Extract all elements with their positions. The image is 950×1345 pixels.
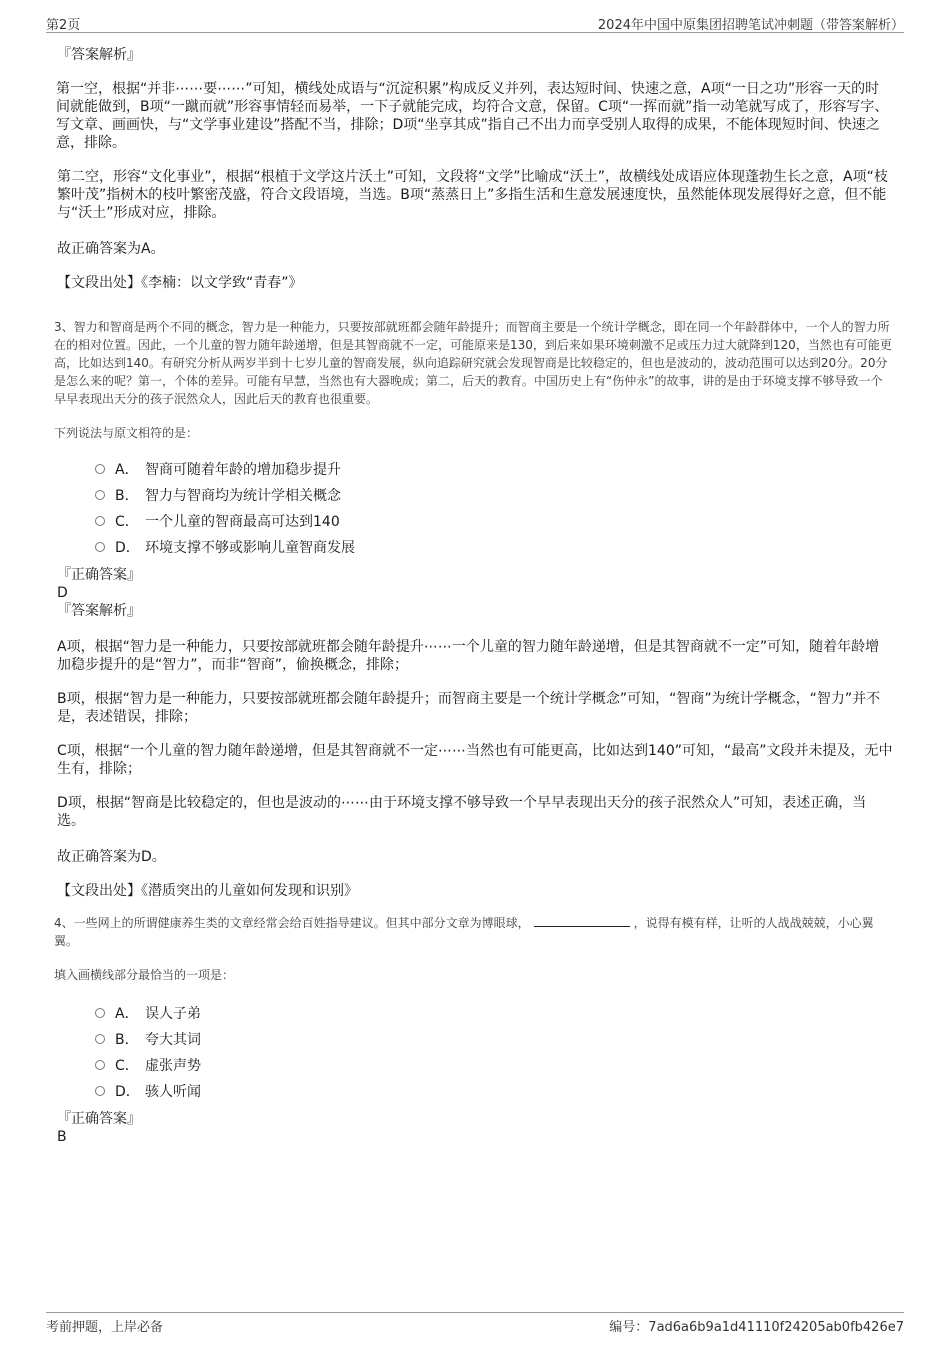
- page-header: [46, 12, 904, 33]
- option-letter: B．: [115, 488, 139, 504]
- radio-icon[interactable]: [95, 1034, 105, 1044]
- page-number: 第2页: [46, 18, 81, 33]
- analysis-item-d: D项，根据“智商是比较稳定的，但也是波动的⋯⋯由于环境支撑不够导致一个早早表现出天分的孩子泯然众人”可知，表述正确，当选。: [57, 795, 867, 829]
- passage-after-blank: ，说得有模有样，让听的人战战兢兢，小心翼翼。: [54, 916, 874, 948]
- option-b[interactable]: [95, 482, 893, 508]
- radio-icon[interactable]: [95, 1008, 105, 1018]
- option-letter: D．: [115, 1084, 140, 1100]
- option-letter: B．: [115, 1032, 139, 1048]
- fill-blank: [534, 914, 630, 927]
- option-d[interactable]: [95, 1078, 893, 1104]
- correct-answer: B: [57, 1129, 67, 1145]
- radio-icon[interactable]: [95, 542, 105, 552]
- option-letter: D．: [115, 540, 140, 556]
- option-text: 虚张声势: [145, 1058, 201, 1074]
- radio-icon[interactable]: [95, 490, 105, 500]
- document-code-label: 编号：: [609, 1320, 649, 1335]
- document-code: [609, 1316, 904, 1335]
- radio-icon[interactable]: [95, 1086, 105, 1096]
- document-title: 2024年中国中原集团招聘笔试冲刺题（带答案解析）: [597, 18, 904, 33]
- option-a[interactable]: [95, 456, 893, 482]
- option-letter: C．: [115, 1058, 139, 1074]
- answer-conclusion: 故正确答案为D。: [57, 849, 166, 865]
- option-letter: A．: [115, 462, 139, 478]
- option-a[interactable]: [95, 1000, 893, 1026]
- option-letter: C．: [115, 514, 139, 530]
- option-text: 智商可随着年龄的增加稳步提升: [145, 462, 341, 478]
- analysis-paragraph-1: 第一空，根据“并非⋯⋯要⋯⋯”可知，横线处成语与“沉淀积累”构成反义并列，表达短时间、快速之意，A项“一日之功”形容一天的时间就能做到，B项“一蹴而就”形容事情轻而易举，一下子就能完成，均符合文意，保留。C项“一挥而就”指一动笔就写成了，形容写字、写文章、画画快，与“文学事业建设”搭配不当，排除；D项“坐享其成”指自己不出力而享受别人取得的成果，不能体现短时间、快速之意，排除。: [56, 81, 889, 151]
- footer-slogan: 考前押题，上岸必备: [46, 1320, 164, 1335]
- radio-icon[interactable]: [95, 1060, 105, 1070]
- option-text: 一个儿童的智商最高可达到140: [145, 514, 340, 530]
- option-text: 夸大其词: [145, 1032, 201, 1048]
- analysis-paragraph-2: 第二空，形容“文化事业”，根据“根植于文学这片沃土”可知，文段将“文学”比喻成“沃土”，故横线处成语应体现蓬勃生长之意，A项“枝繁叶茂”指树木的枝叶繁密茂盛，符合文段语境，当选。B项“蒸蒸日上”多指生活和生意发展速度快，虽然能体现发展得好之意，但不能与“沃土”形成对应，排除。: [57, 169, 888, 221]
- question-3-options: [57, 456, 893, 560]
- source-note: 【文段出处】《潜质突出的儿童如何发现和识别》: [57, 883, 358, 899]
- option-letter: A．: [115, 1006, 139, 1022]
- option-text: 智力与智商均为统计学相关概念: [145, 488, 341, 504]
- analysis-item-c: C项，根据“一个儿童的智力随年龄递增，但是其智商就不一定⋯⋯当然也有可能更高，比如达到140”可知，“最高”文段并未提及，无中生有，排除；: [57, 743, 893, 777]
- question-4-options: [57, 1000, 893, 1104]
- answer-conclusion: 故正确答案为A。: [57, 241, 165, 257]
- option-c[interactable]: [95, 1052, 893, 1078]
- question-3-prompt: 下列说法与原文相符的是：: [54, 426, 199, 440]
- analysis-label: 『答案解析』: [57, 47, 141, 63]
- option-d[interactable]: [95, 534, 893, 560]
- page-footer: [46, 1312, 904, 1333]
- option-text: 环境支撑不够或影响儿童智商发展: [145, 540, 355, 556]
- option-b[interactable]: [95, 1026, 893, 1052]
- option-text: 误人子弟: [145, 1006, 201, 1022]
- passage-before-blank: 4、一些网上的所谓健康养生类的文章经常会给百姓指导建议。但其中部分文章为博眼球，: [54, 916, 530, 930]
- correct-answer-label: 『正确答案』: [57, 567, 141, 583]
- radio-icon[interactable]: [95, 516, 105, 526]
- analysis-label: 『答案解析』: [57, 603, 141, 619]
- analysis-item-a: A项，根据“智力是一种能力，只要按部就班都会随年龄提升⋯⋯一个儿童的智力随年龄递增，但是其智商就不一定”可知，随着年龄增加稳步提升的是“智力”，而非“智商”，偷换概念，排除；: [57, 639, 880, 673]
- question-4-passage: [54, 914, 893, 950]
- radio-icon[interactable]: [95, 464, 105, 474]
- source-note: 【文段出处】《李楠：以文学致“青春”》: [57, 275, 303, 291]
- correct-answer: D: [57, 585, 68, 601]
- option-c[interactable]: [95, 508, 893, 534]
- page-content: [54, 46, 893, 1146]
- analysis-item-b: B项，根据“智力是一种能力，只要按部就班都会随年龄提升；而智商主要是一个统计学概念”可知，“智商”为统计学概念，“智力”并不是，表述错误，排除；: [57, 691, 881, 725]
- option-text: 骇人听闻: [145, 1084, 201, 1100]
- document-code-value: 7ad6a6b9a1d41110f24205ab0fb426e7: [648, 1320, 904, 1335]
- correct-answer-label: 『正确答案』: [57, 1111, 141, 1127]
- question-4-prompt: 填入画横线部分最恰当的一项是：: [54, 968, 235, 982]
- question-3-passage: 3、智力和智商是两个不同的概念，智力是一种能力，只要按部就班都会随年龄提升；而智商主要是一个统计学概念，即在同一个年龄群体中，一个人的智力所在的相对位置。因此，一个儿童的智力随年龄递增，但是其智商就不一定，可能原来是130，到后来如果环境刺激不足或压力过大就降到120，当然也有可能更高，比如达到140。有研究分析从两岁半到十七岁儿童的智商发展，纵向追踪研究就会发现智商是比较稳定的，但也是波动的，波动范围可以达到20分。20分是怎么来的呢？第一，个体的差异。可能有早慧，当然也有大器晚成；第二，后天的教育。中国历史上有“伤仲永”的故事，讲的是由于环境支撑不够导致一个早早表现出天分的孩子泯然众人，因此后天的教育也很重要。: [54, 320, 892, 406]
